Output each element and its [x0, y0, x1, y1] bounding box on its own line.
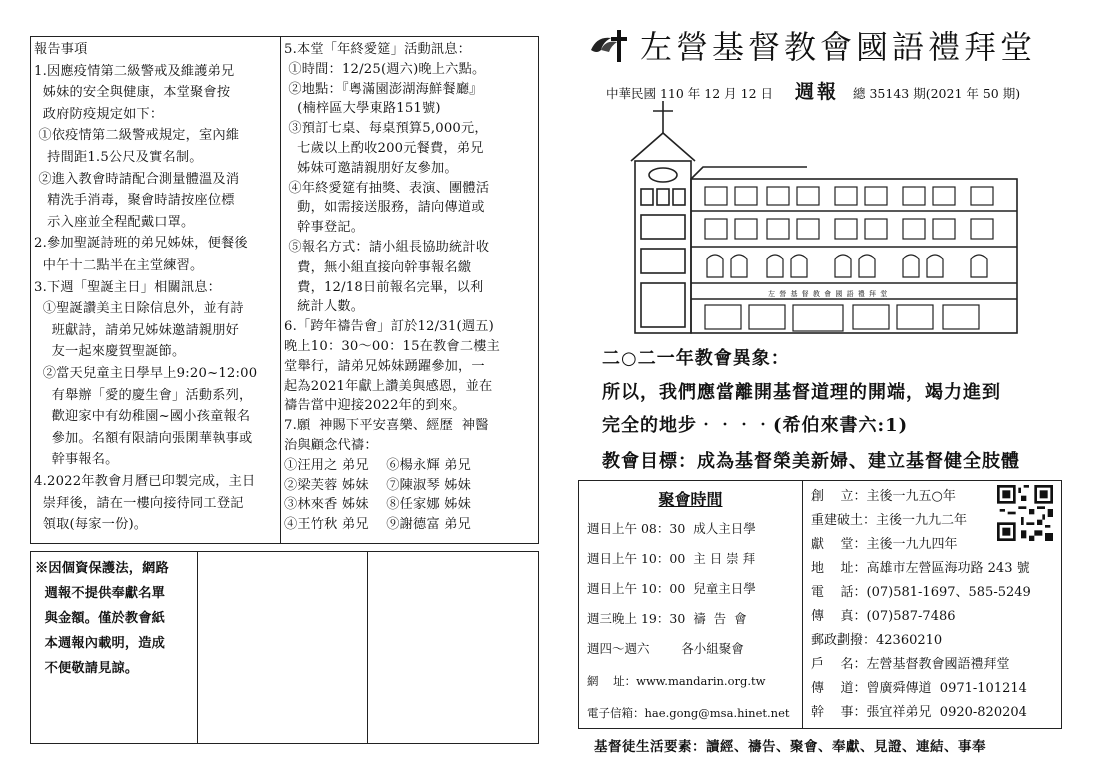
notice-line: 班獻詩，請弟兄姊妹邀請親朋好 — [34, 322, 239, 338]
church-info-box — [578, 480, 1062, 729]
meeting-row: 週三晚上 19：30 禱 告 會 — [587, 611, 747, 626]
church-info-row: 傳 真：(07)587-7486 — [811, 609, 956, 624]
notice-line: 統計人數。 — [284, 299, 365, 315]
notice-line: 費，無小組直接向幹事報名繳 — [284, 259, 472, 275]
notice-line: ③林來香 姊妹 ⑧任家娜 姊妹 — [284, 497, 472, 513]
meeting-row: 週四～週六 各小組聚會 — [587, 641, 744, 656]
notice-line: 起為2021年獻上讚美與感恩，並在 — [284, 378, 493, 394]
notice-line: ④年終愛筵有抽獎、表演、團體活 — [284, 180, 490, 196]
notice-line: (楠梓區大學東路151號) — [284, 101, 441, 117]
privacy-line: ※因個資保護法，網路 — [35, 561, 169, 576]
notice-line: 3.下週「聖誕主日」相關訊息： — [34, 279, 222, 295]
notice-line: 姊妹可邀請親朋好友參加。 — [284, 160, 458, 176]
notice-line: 2.參加聖誕詩班的弟兄姊妹，便餐後 — [34, 236, 248, 252]
privacy-line: 不便敬請見諒。 — [35, 661, 139, 676]
notice-line: ⑤報名方式：請小組長協助統計收 — [284, 240, 490, 255]
notice-line: ③預訂七桌、每桌預算5,000元， — [284, 121, 488, 137]
church-goal: 教會目標：成為基督榮美新婦、建立基督健全肢體 — [602, 451, 1020, 472]
notice-line: 政府防疫規定如下： — [34, 106, 164, 122]
offering-table — [30, 551, 539, 744]
notice-line: 姊妹的安全與健康，本堂聚會按 — [34, 85, 231, 101]
notice-line: 6.「跨年禱告會」訂於12/31(週五) — [284, 319, 494, 335]
church-info-row: 重建破土：主後一九九二年 — [811, 513, 968, 528]
meeting-row: 週日上午 10：00 兒童主日學 — [587, 581, 756, 596]
bulletin-label: 週報 — [795, 81, 840, 103]
notice-line: 七歲以上酌收200元餐費，弟兄 — [284, 141, 484, 156]
notice-line: ②當天兒童主日學早上9:20~12:00 — [34, 366, 258, 381]
notice-line: 幹事報名。 — [34, 452, 119, 468]
notice-line: 領取(每家一份)。 — [34, 517, 148, 533]
church-info-row: 戶 名：左營基督教會國語禮拜堂 — [811, 657, 1010, 672]
christian-life-essentials: 基督徒生活要素：讀經、禱告、聚會、奉獻、見證、連結、事奉 — [594, 739, 986, 755]
notice-line: 崇拜後，請在一樓向接待同工登記 — [34, 495, 244, 511]
notice-line: 費，12/18日前報名完畢，以利 — [284, 279, 484, 295]
church-info-row: 幹 事：張宜祥弟兄 0920-820204 — [811, 705, 1027, 720]
building-sign: 左 營 基 督 教 會 國 語 禮 拜 堂 — [768, 290, 889, 298]
notice-line: 友一起來慶賀聖誕節。 — [34, 344, 186, 360]
issue-number: 總 35143 期(2021 年 50 期) — [853, 86, 1021, 101]
notice-line: 中午十二點半在主堂練習。 — [34, 258, 204, 273]
notice-line: 禱告當中迎接2022年的到來。 — [284, 398, 466, 414]
privacy-line: 本週報內載明，造成 — [35, 636, 166, 651]
notice-line: 有舉辦「愛的慶生會」活動系列， — [34, 387, 253, 403]
church-info-row: 地 址：高雄市左營區海功路 243 號 — [811, 561, 1030, 576]
notice-line: ④王竹秋 弟兄 ⑨謝德富 弟兄 — [284, 517, 472, 533]
notice-line: 持間距1.5公尺及實名制。 — [34, 150, 203, 165]
meeting-times-panel — [579, 481, 803, 728]
notice-line: ②地點：『粵滿園澎湖海鮮餐廳』 — [284, 81, 483, 97]
privacy-line: 與金額。僅於教會紙 — [35, 611, 166, 626]
notices-panel-right — [280, 36, 539, 544]
notice-line: 動，如需接送服務，請向傳道或 — [284, 200, 485, 216]
church-info-row: 創 立：主後一九五○年 — [811, 489, 956, 504]
church-title: 左營基督教會國語禮拜堂 — [640, 28, 1037, 66]
vision-heading: 二○二一年教會異象： — [602, 348, 790, 369]
church-building-illustration — [627, 99, 1019, 335]
notice-line: 晚上10：30～00：15在教會二樓主 — [284, 339, 500, 354]
notices-panel-left — [30, 36, 281, 544]
notice-line: 參加。名額有限請向張閑華執事或 — [34, 430, 253, 446]
notice-line: 堂舉行，請弟兄姊妹踴躍參加，一 — [284, 358, 485, 374]
offering-cell-divider-1 — [197, 552, 198, 743]
notice-line: 7.願 神賜下平安喜樂、經歷 神醫 — [284, 418, 489, 434]
qr-code-icon — [997, 485, 1053, 541]
privacy-line: 週報不提供奉獻名單 — [35, 586, 166, 601]
notice-line: ②進入教會時請配合測量體溫及消 — [34, 171, 240, 187]
notice-line: 歡迎家中有幼稚園~國小孩童報名 — [34, 409, 251, 425]
meeting-row: 網 址：www.mandarin.org.tw — [587, 674, 766, 688]
meeting-row: 週日上午 08：30 成人主日學 — [587, 521, 756, 536]
notice-line: 1.因應疫情第二級警戒及維護弟兄 — [34, 63, 235, 79]
issue-date: 中華民國 110 年 12 月 12 日 — [606, 86, 774, 101]
offering-cell-divider-2 — [367, 552, 368, 743]
notice-line: 精洗手消毒，聚會時請按座位標 — [34, 193, 235, 209]
vision-verse-line-1: 所以，我們應當離開基督道理的開端，竭力進到 — [602, 382, 1001, 403]
notice-line: ①聖誕讚美主日除信息外，並有詩 — [34, 301, 244, 317]
notice-line: 5.本堂「年終愛筵」活動訊息： — [284, 42, 472, 57]
notice-line: ①時間：12/25(週六)晚上六點。 — [284, 61, 486, 77]
church-logo-icon — [589, 28, 635, 64]
notice-line: 示入座並全程配戴口罩。 — [34, 214, 195, 230]
notice-line: ①依疫情第二級警戒規定，室內維 — [34, 128, 240, 144]
notice-line: 4.2022年教會月曆已印製完成，主日 — [34, 474, 256, 489]
notice-line: ②梁芙蓉 姊妹 ⑦陳淑琴 姊妹 — [284, 477, 472, 493]
notice-line: 幹事登記。 — [284, 220, 365, 236]
church-info-row: 獻 堂：主後一九九四年 — [811, 537, 958, 552]
church-info-row: 郵政劃撥：42360210 — [811, 633, 943, 648]
meeting-times-title: 聚會時間 — [658, 490, 723, 509]
notice-line: 報告事項 — [34, 42, 88, 57]
meeting-row: 週日上午 10：00 主 日 崇 拜 — [587, 551, 756, 566]
church-info-row: 傳 道：曾廣舜傳道 0971-101214 — [811, 681, 1027, 696]
church-info-row: 電 話：(07)581-1697、585-5249 — [811, 585, 1031, 600]
notice-line: ①汪用之 弟兄 ⑥楊永輝 弟兄 — [284, 457, 472, 473]
notice-line: 治與顧念代禱： — [284, 438, 378, 453]
meeting-row: 電子信箱：hae.gong@msa.hinet.net — [587, 706, 790, 720]
vision-verse-line-2: 完全的地步‧‧‧‧(希伯來書六:1) — [602, 415, 909, 436]
